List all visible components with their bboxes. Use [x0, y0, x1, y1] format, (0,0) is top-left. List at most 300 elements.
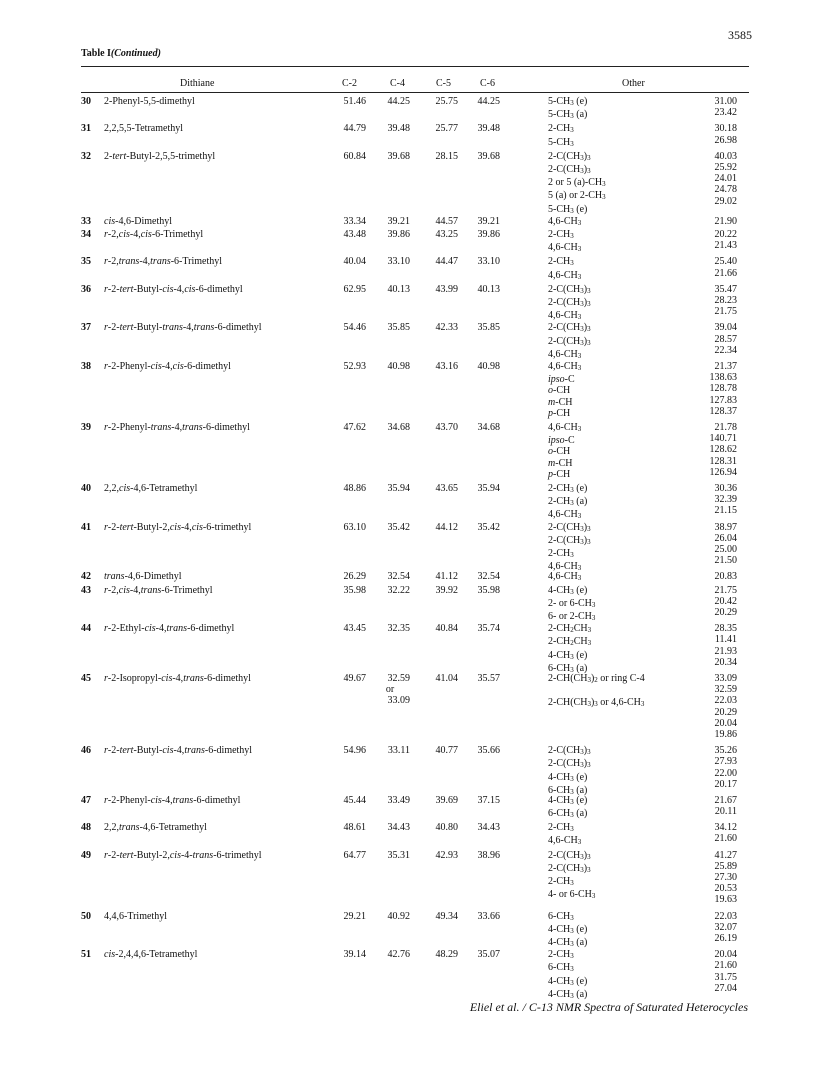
- other-assignment: $5-CH_3$ (e): [548, 96, 588, 107]
- other-assignment: $2-CH_3$ (e): [548, 482, 588, 494]
- other-assignments: [548, 911, 587, 951]
- shift-c5: 42.33: [435, 322, 458, 334]
- shift-c2: 62.95: [343, 283, 366, 295]
- page-number: 3585: [728, 28, 752, 42]
- other-assignments: [548, 96, 587, 122]
- header-c2: C-2: [342, 78, 357, 89]
- compound-name: r-2-Phenyl-cis-4,trans-6-dimethyl: [104, 794, 241, 806]
- shift-c2: 51.46: [343, 96, 366, 107]
- compound-number: 48: [81, 822, 91, 834]
- compound-number: 46: [81, 745, 91, 757]
- other-shift: 11.41: [714, 634, 737, 646]
- other-shift: 19.63: [714, 894, 737, 906]
- shift-c2: 43.48: [343, 228, 366, 240]
- other-assignments: [548, 795, 587, 821]
- other-assignment: $2-C(CH_3)_3$: [548, 163, 591, 175]
- other-shifts: [690, 483, 737, 517]
- other-shifts: [690, 585, 737, 619]
- other-assignment: $2-C(CH_3)_3$: [548, 150, 591, 162]
- header-c6: C-6: [480, 78, 495, 89]
- other-assignment: $2-C(CH_3)_3$: [548, 862, 591, 874]
- other-shifts: [690, 361, 737, 417]
- header-c5: C-5: [436, 78, 451, 89]
- header-dithiane: Dithiane: [180, 78, 215, 89]
- other-assignment: o-CH: [548, 385, 571, 397]
- other-shifts: [690, 522, 737, 567]
- other-assignment: $2-CH_3$ (a): [548, 496, 588, 508]
- shift-c4-value: 39.48: [387, 123, 410, 135]
- other-shift: 20.42: [714, 595, 737, 607]
- other-assignment: $6-CH_3$: [548, 962, 574, 974]
- table-title: [81, 48, 161, 59]
- other-shifts: [690, 216, 737, 227]
- header-rule: [81, 92, 749, 93]
- other-shifts: [690, 322, 737, 356]
- other-shift: 20.04: [714, 717, 737, 729]
- shift-c6: 35.98: [477, 584, 500, 596]
- compound-number: 47: [81, 794, 91, 806]
- shift-c4-value: 32.35: [387, 623, 410, 635]
- shift-c2: 47.62: [343, 421, 366, 433]
- other-assignment: m-CH: [548, 457, 573, 469]
- other-assignments: [548, 585, 595, 625]
- shift-c5: 43.16: [435, 360, 458, 372]
- shift-c5: 49.34: [435, 910, 458, 922]
- other-shift: 22.03: [714, 695, 737, 707]
- compound-number: 44: [81, 623, 91, 635]
- shift-c6: 35.66: [477, 745, 500, 757]
- table-title-label: Table I: [81, 48, 111, 59]
- shift-c5: 43.25: [435, 228, 458, 240]
- other-assignment: $2-C(CH_3)_3$: [548, 296, 591, 308]
- other-assignment: $5-CH_3$: [548, 136, 574, 148]
- shift-c5: 41.12: [435, 571, 458, 583]
- shift-c5: 39.69: [435, 794, 458, 806]
- other-shift: 31.00: [714, 96, 737, 107]
- shift-c6: 35.94: [477, 482, 500, 494]
- other-shift: 21.50: [714, 555, 737, 567]
- other-shift: 27.93: [714, 756, 737, 768]
- shift-c2: 52.93: [343, 360, 366, 372]
- shift-c4-value: 35.94: [387, 482, 410, 494]
- shift-c2: 35.98: [343, 584, 366, 596]
- other-shift: 22.34: [714, 344, 737, 356]
- header-other: Other: [622, 78, 645, 89]
- shift-c2: 39.14: [343, 949, 366, 961]
- compound-number: 34: [81, 228, 91, 240]
- other-shift: 25.92: [714, 161, 737, 173]
- other-shift: 21.67: [714, 794, 737, 806]
- shift-c6: 39.48: [477, 123, 500, 135]
- shift-c6: 34.68: [477, 421, 500, 433]
- shift-c5: 39.92: [435, 584, 458, 596]
- compound-name: r-2-tert-Butyl-2,cis-4,cis-6-trimethyl: [104, 521, 252, 533]
- shift-c4-value: 33.10: [387, 256, 410, 268]
- other-assignment: $6-CH_3$ (a): [548, 784, 588, 796]
- compound-number: 31: [81, 123, 91, 135]
- other-assignment: [548, 686, 645, 697]
- other-shifts: [690, 422, 737, 478]
- other-shift: 25.00: [714, 543, 737, 555]
- shift-c4-value: 40.13: [387, 283, 410, 295]
- compound-number: 38: [81, 360, 91, 372]
- table-row: [0, 623, 820, 674]
- other-shift: 23.42: [714, 107, 737, 119]
- compound-name: 2,2,5,5-Tetramethyl: [104, 123, 183, 135]
- compound-number: 33: [81, 215, 91, 227]
- other-shift: 20.17: [714, 778, 737, 790]
- other-shift: 26.04: [714, 532, 737, 544]
- other-shifts: [690, 673, 737, 740]
- other-shift: 19.86: [714, 728, 737, 740]
- other-shift: 21.75: [714, 306, 737, 318]
- other-assignment: $2-CH_3$: [548, 256, 574, 268]
- compound-name: r-2-Isopropyl-cis-4,trans-6-dimethyl: [104, 672, 251, 684]
- compound-name: r-2,cis-4,trans-6-Trimethyl: [104, 584, 213, 596]
- other-assignment: $4,6-CH_3$: [548, 269, 582, 281]
- other-assignment: $4-CH_3$ (e): [548, 794, 588, 806]
- other-assignment: $2-CH_3$: [548, 123, 574, 135]
- shift-c4: [370, 229, 410, 240]
- shift-c2: 60.84: [343, 150, 366, 162]
- shift-c4-value: 42.76: [387, 949, 410, 961]
- other-assignment: $4,6-CH_3$: [548, 215, 582, 227]
- other-assignment: o-CH: [548, 446, 571, 458]
- other-shift: 21.60: [714, 833, 737, 845]
- other-assignments: [548, 216, 581, 229]
- other-shifts: [690, 911, 737, 945]
- other-shift: 32.07: [714, 921, 737, 933]
- other-assignments: [548, 850, 595, 914]
- shift-c2: 29.21: [343, 910, 366, 922]
- shift-c4: [370, 949, 410, 960]
- other-assignments: [548, 256, 581, 282]
- other-assignments: [548, 361, 581, 419]
- shift-c2: 54.46: [343, 322, 366, 334]
- shift-c2: 26.29: [343, 571, 366, 583]
- shift-c2: 63.10: [343, 521, 366, 533]
- shift-c6: 39.21: [477, 215, 500, 227]
- compound-name: r-2-tert-Butyl-cis-4,cis-6-dimethyl: [104, 283, 243, 295]
- shift-c5: 43.65: [435, 482, 458, 494]
- shift-c2: 45.44: [343, 794, 366, 806]
- other-assignment: p-CH: [548, 407, 571, 419]
- other-assignment: [548, 733, 645, 744]
- compound-name: r-2-tert-Butyl-2,cis-4-trans-6-trimethyl: [104, 849, 262, 861]
- other-assignments: [548, 284, 591, 324]
- other-shifts: [690, 949, 737, 994]
- compound-number: 32: [81, 150, 91, 162]
- shift-c4: [370, 422, 410, 433]
- shift-c5: 40.84: [435, 623, 458, 635]
- compound-name: cis-2,4,4,6-Tetramethyl: [104, 949, 198, 961]
- shift-c5: 43.99: [435, 283, 458, 295]
- other-assignments: [548, 123, 574, 149]
- shift-c4: [370, 151, 410, 162]
- other-assignment: $2-C(CH_3)_3$: [548, 534, 591, 546]
- other-assignment: $4-CH_3$ (e): [548, 649, 588, 661]
- shift-c4: [370, 745, 410, 756]
- other-shift: 128.62: [709, 444, 737, 456]
- shift-c4-value: 35.42: [387, 521, 410, 533]
- other-shift: 126.94: [709, 466, 737, 478]
- shift-c2: 49.67: [343, 672, 366, 684]
- other-assignment: $4,6-CH_3$: [548, 561, 582, 573]
- other-assignment: $2-CH_3$: [548, 876, 574, 888]
- other-shift: 20.29: [714, 606, 737, 618]
- other-shift: 21.78: [714, 421, 737, 433]
- compound-number: 45: [81, 672, 91, 684]
- other-assignment: $2-CH_2CH_3$: [548, 623, 592, 635]
- other-shift: 30.18: [714, 123, 737, 135]
- other-shift: 33.09: [714, 672, 737, 684]
- shift-c2: 33.34: [343, 215, 366, 227]
- table-row: [0, 850, 820, 906]
- compound-number: 30: [81, 96, 91, 107]
- other-shift: 26.98: [714, 134, 737, 146]
- shift-c6: 37.15: [477, 794, 500, 806]
- other-shift: 27.04: [714, 982, 737, 994]
- shift-c4: [370, 284, 410, 295]
- shift-c4-value: 40.92: [387, 910, 410, 922]
- other-shifts: [690, 795, 737, 817]
- other-assignment: ipso-C: [548, 435, 575, 447]
- shift-c4: [370, 123, 410, 134]
- other-shifts: [690, 229, 737, 251]
- table-row: [0, 949, 820, 1000]
- shift-c4-value: 35.85: [387, 322, 410, 334]
- compound-number: 51: [81, 949, 91, 961]
- compound-number: 43: [81, 584, 91, 596]
- other-shifts: [690, 123, 737, 145]
- table-row: [0, 482, 820, 521]
- shift-c5: 48.29: [435, 949, 458, 961]
- other-assignments: [548, 673, 645, 744]
- shift-c5: 28.15: [435, 150, 458, 162]
- other-shifts: [690, 850, 737, 906]
- shift-c4: [370, 623, 410, 634]
- other-assignments: [548, 745, 591, 798]
- other-assignments: [548, 151, 606, 217]
- shift-c4-value: 39.68: [387, 150, 410, 162]
- table-row: [0, 96, 820, 121]
- other-assignment: ipso-C: [548, 374, 575, 386]
- other-assignment: $4,6-CH_3$: [548, 310, 582, 322]
- table-row: [0, 584, 820, 622]
- other-shift: 32.59: [714, 684, 737, 696]
- shift-c4-value: 33.49: [387, 794, 410, 806]
- other-assignment: $2-C(CH_3)_3$: [548, 521, 591, 533]
- other-assignment: $2-C(CH_3)_3$: [548, 849, 591, 861]
- compound-name: 2-tert-Butyl-2,5,5-trimethyl: [104, 150, 216, 162]
- shift-c4: [370, 822, 410, 833]
- other-shift: 31.75: [714, 971, 737, 983]
- other-assignment: $4-CH_3$ (e): [548, 975, 588, 987]
- table-row: [0, 521, 820, 573]
- shift-c6: 35.57: [477, 672, 500, 684]
- shift-c5: 40.77: [435, 745, 458, 757]
- compound-number: 40: [81, 482, 91, 494]
- shift-c6: 34.43: [477, 822, 500, 834]
- shift-c2: 64.77: [343, 849, 366, 861]
- shift-c4-value: 33.11: [387, 745, 410, 757]
- shift-c5: 44.47: [435, 256, 458, 268]
- other-assignments: [548, 422, 581, 480]
- compound-number: 50: [81, 910, 91, 922]
- other-shift: 20.04: [714, 949, 737, 961]
- other-shifts: [690, 745, 737, 790]
- table-row: [0, 822, 820, 847]
- running-footer: Eliel et al. / C-13 NMR Spectra of Saturated Heterocycles: [469, 1000, 748, 1014]
- other-shift: 138.63: [709, 372, 737, 384]
- compound-name: r-2-tert-Butyl-trans-4,trans-6-dimethyl: [104, 322, 262, 334]
- other-assignment: m-CH: [548, 396, 573, 408]
- table-row: [0, 571, 820, 582]
- other-shift: 22.03: [714, 910, 737, 922]
- other-shift: 28.35: [714, 623, 737, 635]
- table-row: [0, 228, 820, 254]
- shift-c4-value: 32.22: [387, 584, 410, 596]
- other-assignment: 4- or $6-CH_3$: [548, 889, 596, 901]
- other-shift: 127.83: [709, 394, 737, 406]
- shift-c4: [370, 911, 410, 922]
- compound-number: 42: [81, 571, 91, 583]
- other-assignment: $2-CH_3$: [548, 228, 574, 240]
- top-rule: [81, 66, 749, 67]
- other-shift: 26.19: [714, 933, 737, 945]
- other-assignment: $2-CH(CH_3)_3$ or $4,6-CH_3$: [548, 697, 645, 709]
- shift-c4: [370, 795, 410, 806]
- compound-name: 4,4,6-Trimethyl: [104, 910, 167, 922]
- other-assignment: $4,6-CH_3$: [548, 509, 582, 521]
- shift-c4: [370, 96, 410, 107]
- other-shift: 128.31: [709, 455, 737, 467]
- table-row: [0, 673, 820, 740]
- shift-c6: 33.66: [477, 910, 500, 922]
- shift-c6: 38.96: [477, 849, 500, 861]
- shift-c4: [370, 483, 410, 494]
- shift-c5: 41.04: [435, 672, 458, 684]
- other-assignment: $4,6-CH_3$: [548, 242, 582, 254]
- other-assignment: $4-CH_3$ (a): [548, 937, 588, 949]
- other-assignment: $5-CH_3$ (e): [548, 203, 588, 215]
- shift-c6: 44.25: [477, 96, 500, 107]
- other-shift: 20.11: [714, 806, 737, 818]
- shift-c4-alt: 33.09: [387, 695, 410, 707]
- other-assignment: $2-C(CH_3)_3$: [548, 335, 591, 347]
- shift-c5: 44.57: [435, 215, 458, 227]
- other-shift: 20.34: [714, 656, 737, 668]
- other-assignments: [548, 483, 587, 523]
- other-shift: 128.37: [709, 405, 737, 417]
- table-body: [0, 96, 820, 1000]
- shift-c4: [370, 322, 410, 333]
- other-shift: 21.93: [714, 645, 737, 657]
- compound-name: r-2-Phenyl-trans-4,trans-6-dimethyl: [104, 421, 250, 433]
- other-assignments: [548, 322, 591, 362]
- other-shift: 30.36: [714, 482, 737, 494]
- other-shift: 128.78: [709, 383, 737, 395]
- other-shift: 20.83: [714, 571, 737, 583]
- compound-name: r-2,trans-4,trans-6-Trimethyl: [104, 256, 223, 268]
- other-shift: 21.15: [714, 505, 737, 517]
- other-assignment: [548, 722, 645, 733]
- other-assignments: [548, 949, 587, 1002]
- shift-c4-value: 39.21: [387, 215, 410, 227]
- shift-c4-value: 34.68: [387, 421, 410, 433]
- shift-c4-value: 32.59: [387, 672, 410, 684]
- other-assignment: $6-CH_3$: [548, 910, 574, 922]
- shift-c6: 35.07: [477, 949, 500, 961]
- shift-c5: 43.70: [435, 421, 458, 433]
- other-shift: 34.12: [714, 822, 737, 834]
- other-assignment: 5 (a) or $2-CH_3$: [548, 190, 606, 202]
- other-assignment: $4-CH_3$ (e): [548, 771, 588, 783]
- other-assignments: [548, 522, 591, 575]
- shift-c5: 44.12: [435, 521, 458, 533]
- other-assignment: [548, 711, 645, 722]
- table-row: [0, 256, 820, 281]
- shift-c5: 25.77: [435, 123, 458, 135]
- other-shift: 21.43: [714, 240, 737, 252]
- other-shift: 140.71: [709, 433, 737, 445]
- compound-name: 2,2,cis-4,6-Tetramethyl: [104, 482, 198, 494]
- shift-c4-value: 39.86: [387, 228, 410, 240]
- other-shift: 35.26: [714, 745, 737, 757]
- other-assignment: $4,6-CH_3$: [548, 348, 582, 360]
- compound-name: r-2-Ethyl-cis-4,trans-6-dimethyl: [104, 623, 235, 635]
- shift-c4-value: 40.98: [387, 360, 410, 372]
- table-row: [0, 910, 820, 949]
- shift-c2: 48.61: [343, 822, 366, 834]
- other-shift: 39.04: [714, 322, 737, 334]
- other-shifts: [690, 256, 737, 278]
- other-shift: 21.66: [714, 267, 737, 279]
- shift-c6: 40.13: [477, 283, 500, 295]
- compound-name: trans-4,6-Dimethyl: [104, 571, 182, 583]
- shift-c2: 48.86: [343, 482, 366, 494]
- other-assignment: $5-CH_3$ (a): [548, 109, 588, 121]
- other-assignment: $4,6-CH_3$: [548, 835, 582, 847]
- other-assignment: $4,6-CH_3$: [548, 571, 582, 583]
- other-shift: 24.78: [714, 184, 737, 196]
- shift-c2: 43.45: [343, 623, 366, 635]
- compound-name: r-2-tert-Butyl-cis-4,trans-6-dimethyl: [104, 745, 253, 757]
- shift-c4: [370, 522, 410, 533]
- other-shifts: [690, 822, 737, 844]
- other-assignment: $2-C(CH_3)_3$: [548, 283, 591, 295]
- table-row: [0, 123, 820, 148]
- other-shift: 35.47: [714, 283, 737, 295]
- compound-name: cis-4,6-Dimethyl: [104, 215, 173, 227]
- other-shift: 41.27: [714, 849, 737, 861]
- table-row: [0, 150, 820, 215]
- shift-c6: 39.68: [477, 150, 500, 162]
- other-assignment: $2-CH(CH_3)_2$ or ring C-4: [548, 672, 645, 684]
- table-row: [0, 216, 820, 227]
- other-shift: 27.30: [714, 872, 737, 884]
- other-shift: 21.37: [714, 360, 737, 372]
- other-shift: 25.89: [714, 860, 737, 872]
- shift-c6: 32.54: [477, 571, 500, 583]
- other-shift: 40.03: [714, 150, 737, 162]
- other-assignment: $2-CH_3$: [548, 949, 574, 961]
- shift-c4-value: 44.25: [387, 96, 410, 107]
- other-assignment: $4-CH_3$ (e): [548, 584, 588, 596]
- shift-c4: [370, 850, 410, 861]
- compound-number: 41: [81, 521, 91, 533]
- other-assignment: $4-CH_3$ (a): [548, 988, 588, 1000]
